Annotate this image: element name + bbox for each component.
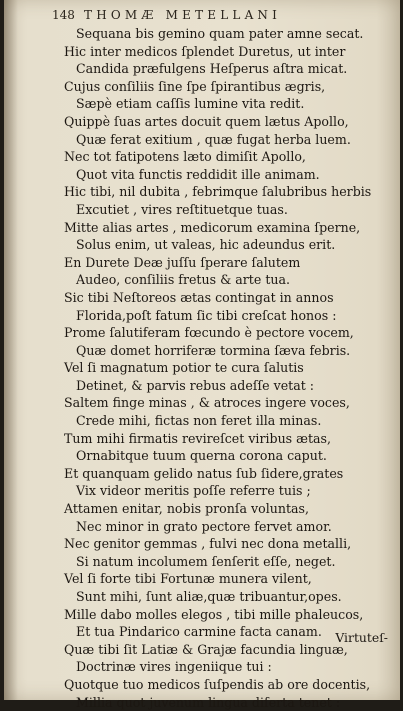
catchword: Virtuteſ- — [335, 630, 388, 645]
verse-line: Sequana bis gemino quam pater amne secat. — [76, 26, 364, 41]
verse-line: Crede mihi, fictas non feret illa minas. — [76, 413, 322, 429]
verse-line: Detinet, & parvis rebus adeſſe vetat : — [76, 377, 315, 393]
verse-line: Quæ tibi ſit Latiæ & Grajæ facundia linguæ, — [64, 641, 348, 657]
page-number: 148 — [52, 8, 75, 22]
page-header — [52, 8, 360, 26]
verse-line: Hic inter medicos ſplendet Duretus, ut inter — [64, 43, 346, 59]
verse-line: Prome ſalutiferam fœcundo è pectore vocem, — [64, 325, 354, 341]
verse-line: Vix videor meritis poſſe referre tuis ; — [76, 483, 311, 499]
verse-line: Nec minor in grato pectore fervet amor. — [76, 518, 332, 534]
verse-line: Millia quot juvenum lingua diſerta tenet : — [76, 694, 341, 710]
verse-line: Sæpè etiam caſſis lumine vita redit. — [76, 96, 305, 112]
verse-line: En Durete Deæ juſſu ſperare ſalutem — [64, 254, 301, 270]
verse-line: Attamen enitar, nobis pronſa voluntas, — [64, 501, 309, 517]
verse-line: Candida præfulgens Heſperus aſtra micat. — [76, 61, 348, 77]
verse-line: Vel ſi forte tibi Fortunæ munera vilent, — [64, 571, 312, 587]
verse-line: Quæ ferat exitium , quæ fugat herba luem. — [76, 131, 351, 147]
verse-line: Doctrinæ vires ingeniique tui : — [76, 659, 272, 675]
verse-line: Hic tibi, nil dubita , febrimque ſalubribus herbis — [64, 184, 372, 200]
verse-line: Quippè ſuas artes docuit quem lætus Apollo, — [64, 113, 349, 129]
book-page — [4, 0, 400, 710]
verse-line: Quotque tuo medicos ſuſpendis ab ore docentis, — [64, 676, 371, 692]
verse-line: Nec tot fatipotens læto dimiſit Apollo, — [64, 149, 306, 165]
verse-line: Saltem finge minas , & atroces ingere voces, — [64, 395, 350, 411]
verse-line: Mille dabo molles elegos , tibi mille phaleucos, — [64, 606, 364, 622]
verse-line: Nec genitor gemmas , fulvi nec dona metalli, — [64, 536, 352, 552]
verse-line: Solus enim, ut valeas, hic adeundus erit. — [76, 237, 336, 253]
verse-line: Excutiet , vires reſtituetque tuas. — [76, 201, 288, 217]
verse-line: Sunt mihi, ſunt aliæ,quæ tribuantur,opes. — [76, 589, 342, 604]
verse-line: Sic tibi Neſtoreos ætas contingat in annos — [64, 289, 334, 305]
verse-line: Quot vita functis reddidit ille animam. — [76, 166, 320, 182]
verse-line: Tum mihi firmatis revireſcet viribus ætas, — [64, 430, 332, 446]
verse-line: Et quanquam gelido natus ſub ſidere,grates — [64, 465, 344, 481]
poem-text — [64, 25, 382, 711]
verse-line: Si natum incolumem ſenſerit eſſe, neget. — [76, 553, 336, 569]
verse-line: Cujus conſiliis ſine ſpe ſpirantibus ægris, — [64, 78, 326, 94]
running-title: THOMÆ METELLANI — [84, 8, 282, 22]
verse-line: Vel ſi magnatum potior te cura ſalutis — [64, 360, 304, 376]
spine-shadow — [4, 0, 18, 700]
verse-line: Et tua Pindarico carmine facta canam. — [76, 624, 322, 640]
verse-line: Audeo, conſiliis fretus & arte tua. — [76, 272, 291, 288]
verse-line: Ornabitque tuum querna corona caput. — [76, 448, 327, 464]
verse-line: Florida,poſt fatum ſic tibi creſcat honos : — [76, 307, 337, 323]
verse-line: Mitte alias artes , medicorum examina ſperne, — [64, 219, 361, 235]
verse-line: Quæ domet horriferæ tormina ſæva febris. — [76, 342, 351, 358]
